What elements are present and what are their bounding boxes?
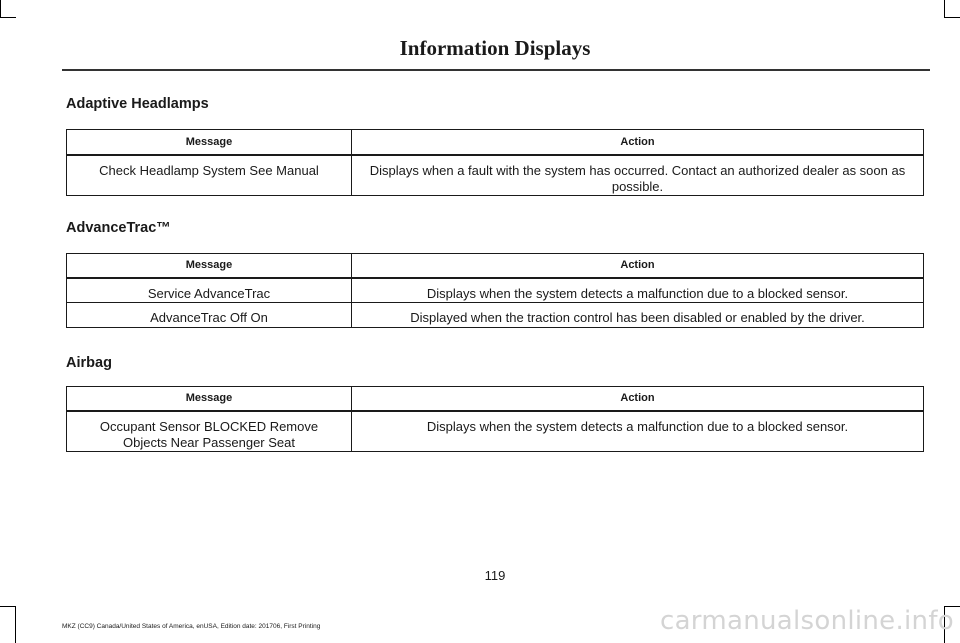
action-cell: Displays when the system detects a malfunction due to a blocked sensor. [352, 411, 924, 452]
message-cell: Service AdvanceTrac [67, 278, 352, 303]
message-cell: AdvanceTrac Off On [67, 303, 352, 328]
advancetrac-table [66, 253, 924, 328]
section-heading-adaptive-headlamps: Adaptive Headlamps [66, 96, 209, 112]
message-cell: Occupant Sensor BLOCKED Remove Objects Near Passenger Seat [67, 411, 352, 452]
action-cell: Displays when the system detects a malfunction due to a blocked sensor. [352, 278, 924, 303]
edition-footer: MKZ (CC9) Canada/United States of America, enUSA, Edition date: 201706, First Printing [62, 623, 321, 630]
column-header-action: Action [352, 254, 924, 278]
crop-mark [0, 17, 16, 18]
table-row [67, 303, 924, 328]
column-header-message: Message [67, 387, 352, 411]
crop-mark [944, 0, 945, 18]
table-row [67, 155, 924, 196]
page-number: 119 [484, 568, 506, 583]
section-heading-advancetrac: AdvanceTrac™ [66, 220, 171, 236]
action-cell: Displays when a fault with the system has occurred. Contact an authorized dealer as soon as possible. [352, 155, 924, 196]
title-divider [62, 69, 930, 71]
column-header-message: Message [67, 130, 352, 155]
crop-mark [0, 0, 1, 18]
crop-mark [15, 606, 16, 643]
message-cell: Check Headlamp System See Manual [67, 155, 352, 196]
crop-mark [944, 17, 960, 18]
column-header-action: Action [352, 387, 924, 411]
section-heading-airbag: Airbag [66, 355, 112, 371]
table-row [67, 278, 924, 303]
airbag-table [66, 386, 924, 452]
action-cell: Displayed when the traction control has been disabled or enabled by the driver. [352, 303, 924, 328]
crop-mark [0, 606, 16, 607]
table-row [67, 411, 924, 452]
column-header-message: Message [67, 254, 352, 278]
column-header-action: Action [352, 130, 924, 155]
adaptive-headlamps-table [66, 129, 924, 196]
watermark: carmanualsonline.info [659, 606, 954, 636]
page-title: Information Displays [399, 36, 591, 60]
